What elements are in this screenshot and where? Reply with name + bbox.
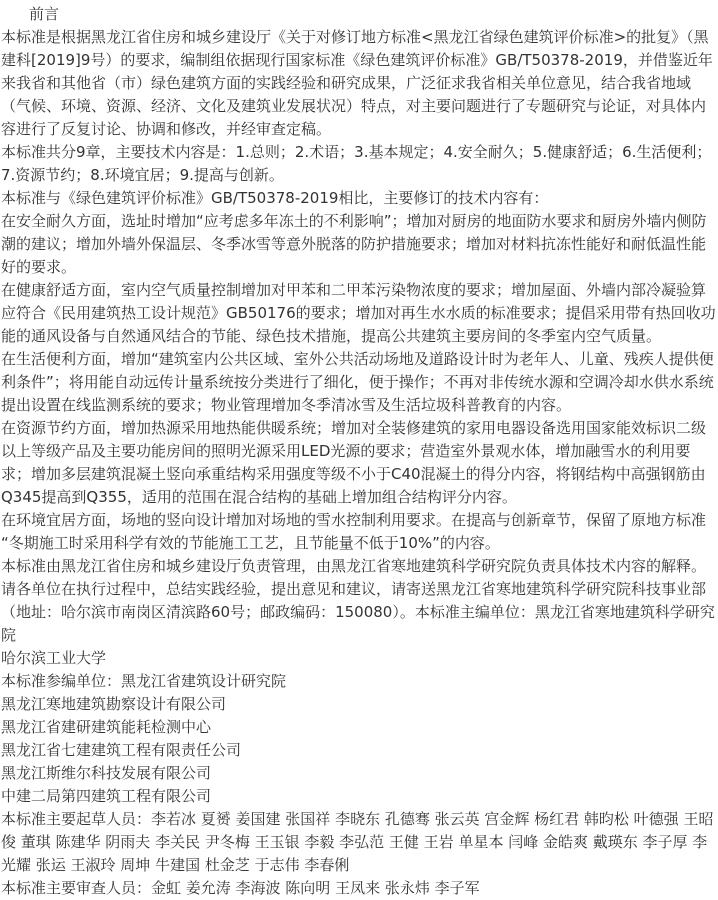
paragraph: 本标准参编单位：黑龙江省建筑设计研究院 — [1, 672, 287, 690]
paragraph: 在安全耐久方面，选址时增加“应考虑多年冻土的不利影响”；增加对厨房的地面防水要求和厨房外墙内侧防潮的建议；增加外墙外保温层、冬季冰雪等意外脱落的防护措施要求；增加对材料抗冻性能好和耐低温性能好的要求。 — [1, 212, 707, 276]
paragraph: 黑龙江省七建建筑工程有限责任公司 — [1, 741, 242, 759]
document-body — [1, 26, 716, 900]
paragraph: 黑龙江斯维尔科技发展有限公司 — [1, 764, 212, 782]
paragraph: 黑龙江寒地建筑勘察设计有限公司 — [1, 695, 227, 713]
paragraph: 本标准共分9章，主要技术内容是：1.总则；2.术语；3.基本规定；4.安全耐久；5.健康舒适；6.生活便利；7.资源节约；8.环境宜居；9.提高与创新。 — [1, 143, 712, 184]
paragraph: 哈尔滨工业大学 — [1, 649, 107, 667]
page-title: 前言 — [29, 5, 60, 23]
paragraph: 本标准由黑龙江省住房和城乡建设厅负责管理，由黑龙江省寒地建筑科学研究院负责具体技术内容的解释。请各单位在执行过程中，总结实践经验，提出意见和建议，请寄送黑龙江省寒地建筑科学研究院科技事业部（地址：哈尔滨市南岗区清滨路60号；邮政编码：150080）。本标准主编单位：黑龙江省寒地建筑科学研究院 — [1, 557, 715, 644]
paragraph: 本标准主要起草人员：李若冰 夏赟 姜国建 张国祥 李晓东 孔德骞 张云英 宫金辉 杨红君 韩昀松 叶德强 王昭俊 董琪 陈建华 阴雨夫 李关民 尹冬梅 王玉银 李毅 李弘范 王健 王岩 单星本 闫峰 金皓爽 戴瑛东 李子厚 李光耀 张运 王淑玲 周坤 牛建国 杜金芝 于志伟 李春俐 — [1, 810, 714, 874]
paragraph: 本标准是根据黑龙江省住房和城乡建设厅《关于对修订地方标准<黑龙江省绿色建筑评价标准>的批复》（黑建科[2019]9号）的要求，编制组依据现行国家标准《绿色建筑评价标准》GB/T50378-2019，并借鉴近年来我省和其他省（市）绿色建筑方面的实践经验和研究成果，广泛征求我省相关单位意见，结合我省地域（气候、环境、资源、经济、文化及建筑业发展状况）特点，对主要问题进行了专题研究与论证，对具体内容进行了反复讨论、协调和修改，并经审查定稿。 — [1, 28, 713, 138]
paragraph: 在资源节约方面，增加热源采用地热能供暖系统；增加对全装修建筑的家用电器设备选用国家能效标识二级以上等级产品及主要功能房间的照明光源采用LED光源的要求；营造室外景观水体，增加融雪水的利用要求；增加多层建筑混凝土竖向承重结构采用强度等级不小于C40混凝土的得分内容，将钢结构中高强钢筋由Q345提高到Q355，适用的范围在混合结构的基础上增加组合结构评分内容。 — [1, 419, 707, 506]
paragraph: 在环境宜居方面，场地的竖向设计增加对场地的雪水控制利用要求。在提高与创新章节，保留了原地方标准“冬期施工时采用科学有效的节能施工工艺，且节能量不低于10%”的内容。 — [1, 511, 707, 552]
paragraph: 中建二局第四建筑工程有限公司 — [1, 787, 212, 805]
paragraph: 在生活便利方面，增加“建筑室内公共区域、室外公共活动场地及道路设计时为老年人、儿童、残疾人提供便利条件”；将用能自动远传计量系统按分类进行了细化，便于操作；不再对非传统水源和空调冷却水供水系统提出设置在线监测系统的要求；物业管理增加冬季清冰雪及生活垃圾科普教育的内容。 — [1, 350, 714, 414]
paragraph: 在健康舒适方面，室内空气质量控制增加对甲苯和二甲苯污染物浓度的要求；增加屋面、外墙内部冷凝验算应符合《民用建筑热工设计规范》GB50176的要求；增加对再生水水质的标准要求；提倡采用带有热回收功能的通风设备与自然通风结合的节能、绿色技术措施，提高公共建筑主要房间的冬季室内空气质量。 — [1, 281, 716, 345]
paragraph: 黑龙江省建研建筑能耗检测中心 — [1, 718, 212, 736]
paragraph: 本标准与《绿色建筑评价标准》GB/T50378-2019相比，主要修订的技术内容有： — [1, 189, 549, 207]
paragraph: 本标准主要审查人员：金虹 姜允涛 李海波 陈向明 王凤来 张永炜 李子军 — [1, 879, 480, 897]
